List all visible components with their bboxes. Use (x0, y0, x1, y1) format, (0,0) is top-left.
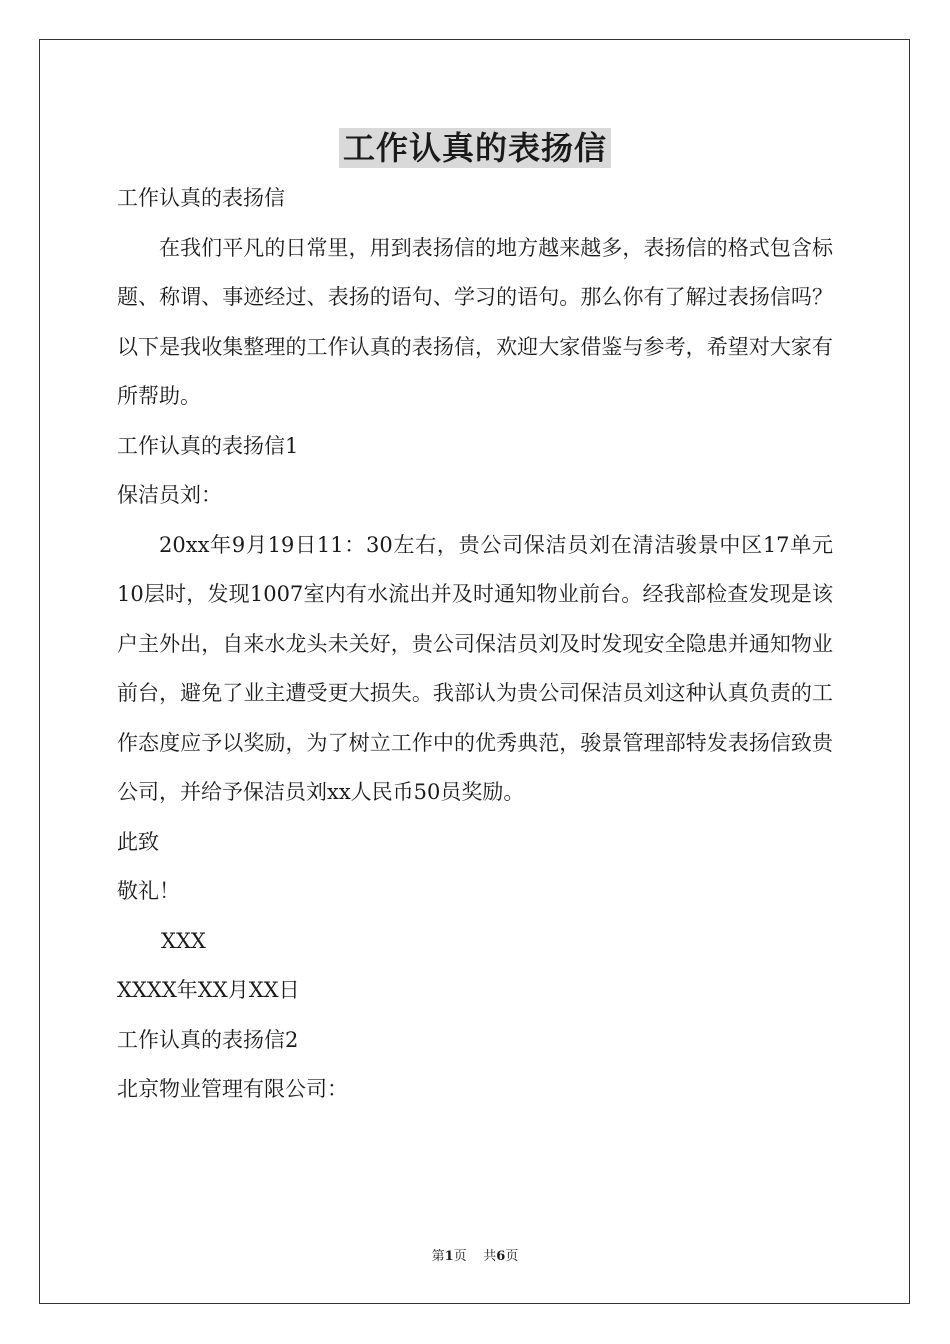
total-pages: 6 (496, 1249, 506, 1264)
page-prefix: 第 (431, 1249, 445, 1264)
title-container (0, 128, 950, 168)
document-body (117, 174, 833, 1115)
document-title: 工作认真的表扬信 (339, 128, 611, 168)
closing-line-2: 敬礼！ (117, 879, 180, 903)
intro-paragraph: 在我们平凡的日常里，用到表扬信的地方越来越多，表扬信的格式包含标题、称谓、事迹经过、表扬的语句、学习的语句。那么你有了解过表扬信吗？以下是我收集整理的工作认真的表扬信，欢迎大家借鉴与参考，希望对大家有所帮助。 (117, 235, 833, 408)
letter1-salutation: 保洁员刘： (117, 483, 222, 507)
page-footer (0, 1248, 950, 1266)
letter2-heading: 工作认真的表扬信2 (117, 1027, 299, 1052)
total-prefix: 共 (483, 1249, 497, 1264)
letter2-salutation: 北京物业管理有限公司： (117, 1077, 348, 1101)
closing-line-1: 此致 (117, 829, 159, 854)
subtitle: 工作认真的表扬信 (117, 186, 285, 210)
signature: XXX (161, 928, 206, 953)
page-number: 1 (444, 1249, 454, 1264)
letter1-heading: 工作认真的表扬信1 (117, 433, 299, 458)
letter1-body: 20xx年9月19日11：30左右，贵公司保洁员刘在清洁骏景中区17单元10层时，发现1007室内有水流出并及时通知物业前台。经我部检查发现是该户主外出，自来水龙头未关好，贵公司保洁员刘及时发现安全隐患并通知物业前台，避免了业主遭受更大损失。我部认为贵公司保洁员刘这种认真负责的工作态度应予以奖励，为了树立工作中的优秀典范，骏景管理部特发表扬信致贵公司，并给予保洁员刘xx人民币50员奖励。 (117, 532, 833, 804)
total-suffix: 页 (505, 1249, 519, 1264)
letter-date: XXXX年XX月XX日 (117, 978, 300, 1002)
page-suffix: 页 (453, 1249, 467, 1264)
